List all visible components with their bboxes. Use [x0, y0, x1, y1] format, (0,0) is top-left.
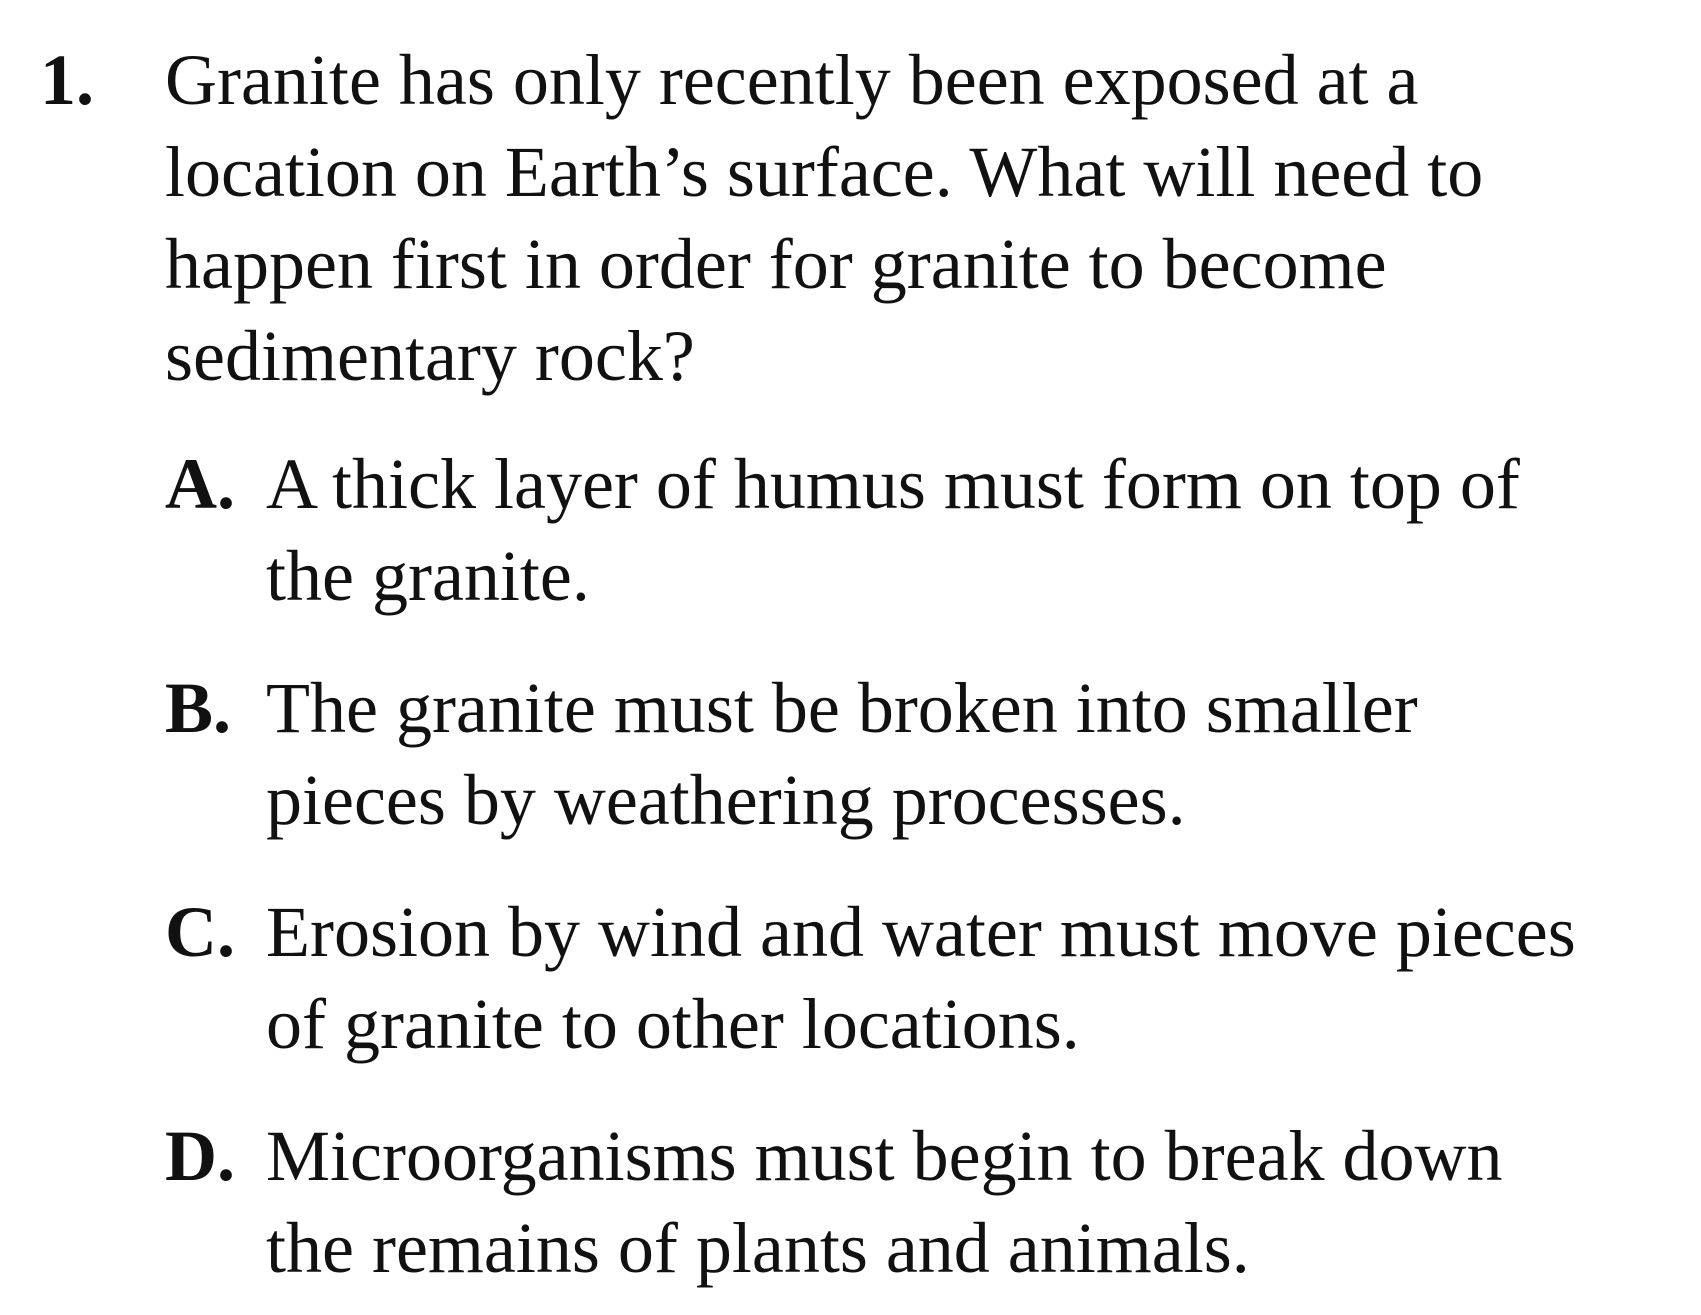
- option-d-text-line-1: Microorganisms must begin to break down: [266, 1116, 1503, 1196]
- option-a-text-line-2: the granite.: [266, 536, 590, 616]
- question-text-line-2: location on Earth’s surface. What will need to: [165, 132, 1484, 212]
- question-text-line-1: Granite has only recently been exposed at a: [165, 40, 1419, 120]
- question-text-line-4: sedimentary rock?: [165, 316, 695, 396]
- option-c-letter: C.: [165, 892, 235, 972]
- option-b-letter: B.: [165, 668, 232, 748]
- question-text-line-3: happen first in order for granite to become: [165, 224, 1387, 304]
- option-c-text-line-2: of granite to other locations.: [266, 984, 1080, 1064]
- option-a-letter: A.: [165, 444, 235, 524]
- option-a-text-line-1: A thick layer of humus must form on top of: [266, 444, 1520, 524]
- question-number: 1.: [40, 40, 94, 120]
- option-b-text-line-2: pieces by weathering processes.: [266, 760, 1186, 840]
- option-d-text-line-2: the remains of plants and animals.: [266, 1208, 1250, 1288]
- option-b-text-line-1: The granite must be broken into smaller: [266, 668, 1418, 748]
- option-c-text-line-1: Erosion by wind and water must move pieces: [266, 892, 1576, 972]
- option-d-letter: D.: [165, 1116, 235, 1196]
